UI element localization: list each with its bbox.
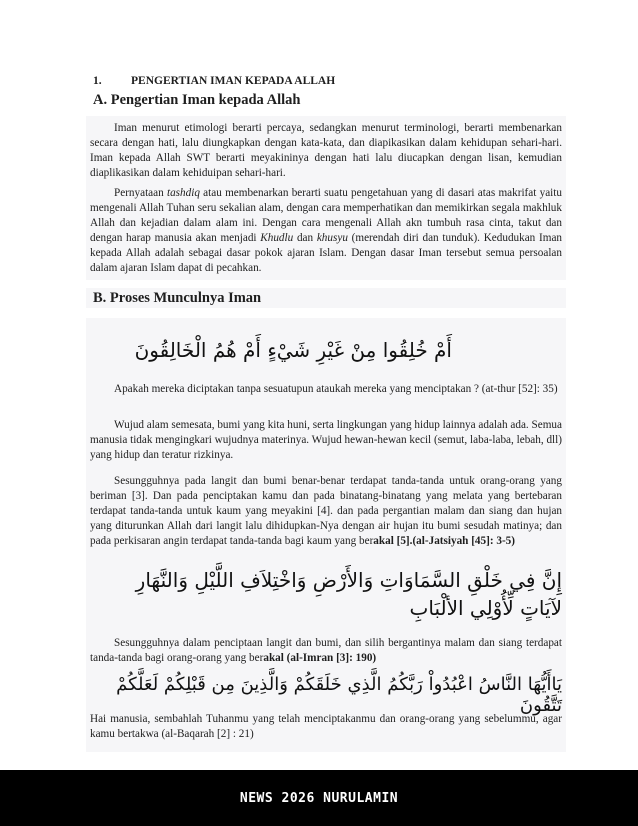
translation-at-thur (90, 382, 562, 397)
paragraph-text: Iman menurut etimologi berarti percaya, sedangkan menurut terminologi, berarti membenarkan secara dengan hati, lalu diungkapkan dengan kata-kata, dan diapikasikan dalam kehidupan sehari-hari. Iman kepada Allah SWT berarti meyakininya dengan hati lalu diucapkan dengan lisan, kemudian diaplikasikan dalam kehiduipan sehari-hari. (90, 122, 562, 179)
paragraph-text: atau membenarkan berarti suatu pengetahuan yang di dasari atas makrifat yaitu mengenali Allah Tuhan seru sekalian alam, dengan cara memperhatikan dan memikirkan segala makhluk Allah dan kejadian dalam alam ini. Dengan cara mengenali Allah akn tumbuh rasa cinta, takut dan dengan harap manusia akan menjadi (90, 187, 562, 244)
term-khusyu: khusyu (316, 232, 348, 244)
paragraph-tashdiq (90, 186, 562, 276)
section-title: PENGERTIAN IMAN KEPADA ALLAH (131, 75, 336, 87)
paragraph-wujud-alam (90, 418, 562, 463)
paragraph-text: (merendah diri dan tunduk). Kedudukan Iman kepada Allah adalah sebagai dasar pokok ajaran Islam. Dengan dasar Iman tersebut semua persoalan dalam ajaran Islam dapat di pecahkan. (90, 232, 562, 274)
paragraph-iman-definition (90, 121, 562, 181)
translation-al-imran (90, 636, 562, 666)
footer-banner (0, 770, 638, 826)
ayat-at-thur: أَمْ خُلِقُوا مِنْ غَيْرِ شَيْءٍ أَمْ هُمُ الْخَالِقُونَ (134, 338, 452, 362)
paragraph-text: Sesungguhnya dalam penciptaan langit dan bumi, dan silih bergantinya malam dan siang terdapat tanda-tanda bagi orang-orang yang ber (90, 637, 562, 664)
term-khudlu: Khudlu (260, 232, 294, 244)
paragraph-text: Pernyataan (114, 187, 167, 199)
citation-al-imran: akal (al-Imran [3]: 190) (263, 652, 377, 664)
ayat-al-imran: إِنَّ فِي خَلْقِ السَّمَاوَاتِ وَالأَرْضِ وَاخْتِلاَفِ اللَّيْلِ وَالنَّهَارِ لآيَاتٍ لِّأُوْلِي الألْبَابِ (135, 568, 562, 620)
footer-text: NEWS 2026 NURULAMIN (239, 790, 399, 806)
paragraph-text: Sesungguhnya pada langit dan bumi benar-benar terdapat tanda-tanda untuk orang-orang yang beriman [3]. Dan pada penciptakan kamu dan pada binatang-binatang yang melata yang bertebaran terdapat tanda-tanda untuk kaum yang meyakini [4]. dan pada pergantian malam dan siang dan hujan yang diturunkan Allah dari langit lalu dihidupkan-Nya dengan air hujan itu bumi sesudah matinya; dan pada perkisaran angin terdapat tanda-tanda bagi kaum yang ber (90, 475, 562, 547)
paragraph-al-jatsiyah (90, 474, 562, 549)
section-heading-1 (93, 75, 335, 87)
term-tashdiq: tashdiq (166, 187, 200, 199)
paragraph-text: dan (293, 232, 317, 244)
subsection-a-title: A. Pengertian Iman kepada Allah (93, 92, 301, 108)
paragraph-text: Wujud alam semesata, bumi yang kita huni, serta lingkungan yang hidup lainnya adalah ada. Semua manusia tidak mengingkari wujudnya materinya. Wujud hewan-hewan kecil (semut, laba-laba, lebah, dll) yang hidup dan teratur rizkinya. (90, 419, 562, 461)
section-number: 1. (93, 75, 102, 87)
paragraph-text: Hai manusia, sembahlah Tuhanmu yang telah menciptakanmu dan orang-orang yang sebelummu, agar kamu bertakwa (al-Baqarah [2] : 21) (90, 713, 562, 740)
subsection-b-title: B. Proses Munculnya Iman (93, 290, 262, 306)
translation-al-baqarah (90, 712, 562, 742)
paragraph-text: Apakah mereka diciptakan tanpa sesuatupun ataukah mereka yang menciptakan ? (at-thur [52]: 35) (114, 383, 558, 395)
ayat-al-baqarah: يَاأَيُّهَا النَّاسُ اعْبُدُواْ رَبَّكُمُ الَّذِي خَلَقَكُمْ وَالَّذِينَ مِن قَبْلِكُمْ لَعَلَّكُمْ تَتَّقُونَ (116, 674, 562, 716)
citation-al-jatsiyah: akal [5].(al-Jatsiyah [45]: 3-5) (373, 535, 515, 547)
